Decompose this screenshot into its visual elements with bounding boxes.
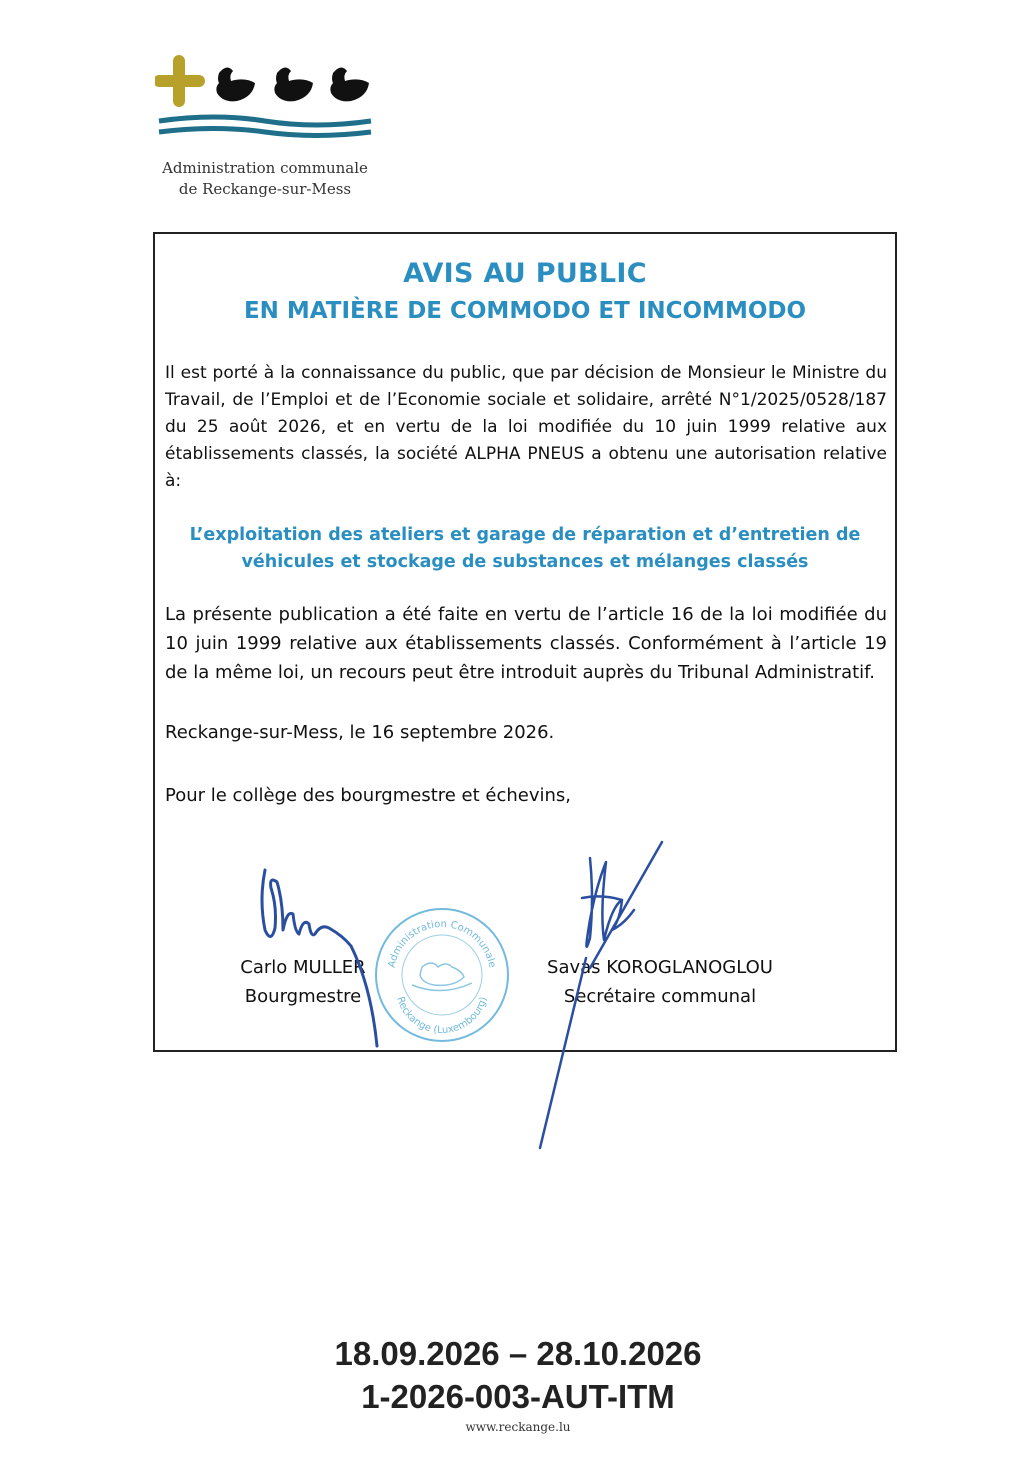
mayor-signature-icon	[255, 860, 395, 1090]
signatory-name: Savas KOROGLANOGLOU	[547, 957, 773, 978]
svg-text:Administration Communale	[387, 919, 498, 969]
notice-subtitle: EN MATIÈRE DE COMMODO ET INCOMMODO	[243, 298, 807, 324]
authorised-activity: L’exploitation des ateliers et garage de réparation et d’entretien de véhicules et stockage de substances et mélanges classés	[189, 525, 861, 572]
notice-paragraph-1: Il est porté à la connaissance du public, que par décision de Monsieur le Ministre du Travail, de l’Emploi et de l’Economie sociale et solidaire, arrêté N°1/2025/0528/187 du 25 août 2026, et en vertu de la loi modifiée du 10 juin 1999 relative aux établissements classés, la société ALPHA PNEUS a obtenu une autorisation relative à:	[165, 363, 887, 491]
svg-text:Reckange (Luxembourg)	[394, 996, 489, 1037]
organisation-name	[150, 158, 380, 200]
signatory-role: Bourgmestre	[244, 986, 362, 1007]
organisation-line-2: de Reckange-sur-Mess	[178, 180, 352, 198]
organisation-line-1: Administration communale	[162, 159, 368, 177]
publication-period: 18.09.2026 – 28.10.2026	[334, 1335, 702, 1372]
signatory-name: Carlo MULLER	[240, 957, 366, 978]
commune-coat-of-arms-icon	[155, 55, 375, 145]
secretary-signature-icon	[530, 838, 670, 1158]
notice-paragraph-2: La présente publication a été faite en vertu de l’article 16 de la loi modifiée du 10 juin 1999 relative aux établissements classés. Conformément à l’article 19 de la même loi, un recours peut être introduit auprès du Tribunal Administratif.	[165, 604, 887, 683]
signatory-role: Secrétaire communal	[563, 986, 757, 1007]
stamp-top-text: Administration Communale	[386, 918, 498, 969]
place-date: Reckange-sur-Mess, le 16 septembre 2026.	[165, 722, 555, 743]
reference-number: 1-2026-003-AUT-ITM	[361, 1378, 675, 1415]
website-link[interactable]: www.reckange.lu	[465, 1420, 571, 1434]
closing-line: Pour le collège des bourgmestre et échevins,	[165, 785, 572, 806]
stamp-bottom-text: Reckange (Luxembourg)	[394, 995, 490, 1037]
notice-title: AVIS AU PUBLIC	[403, 258, 647, 289]
